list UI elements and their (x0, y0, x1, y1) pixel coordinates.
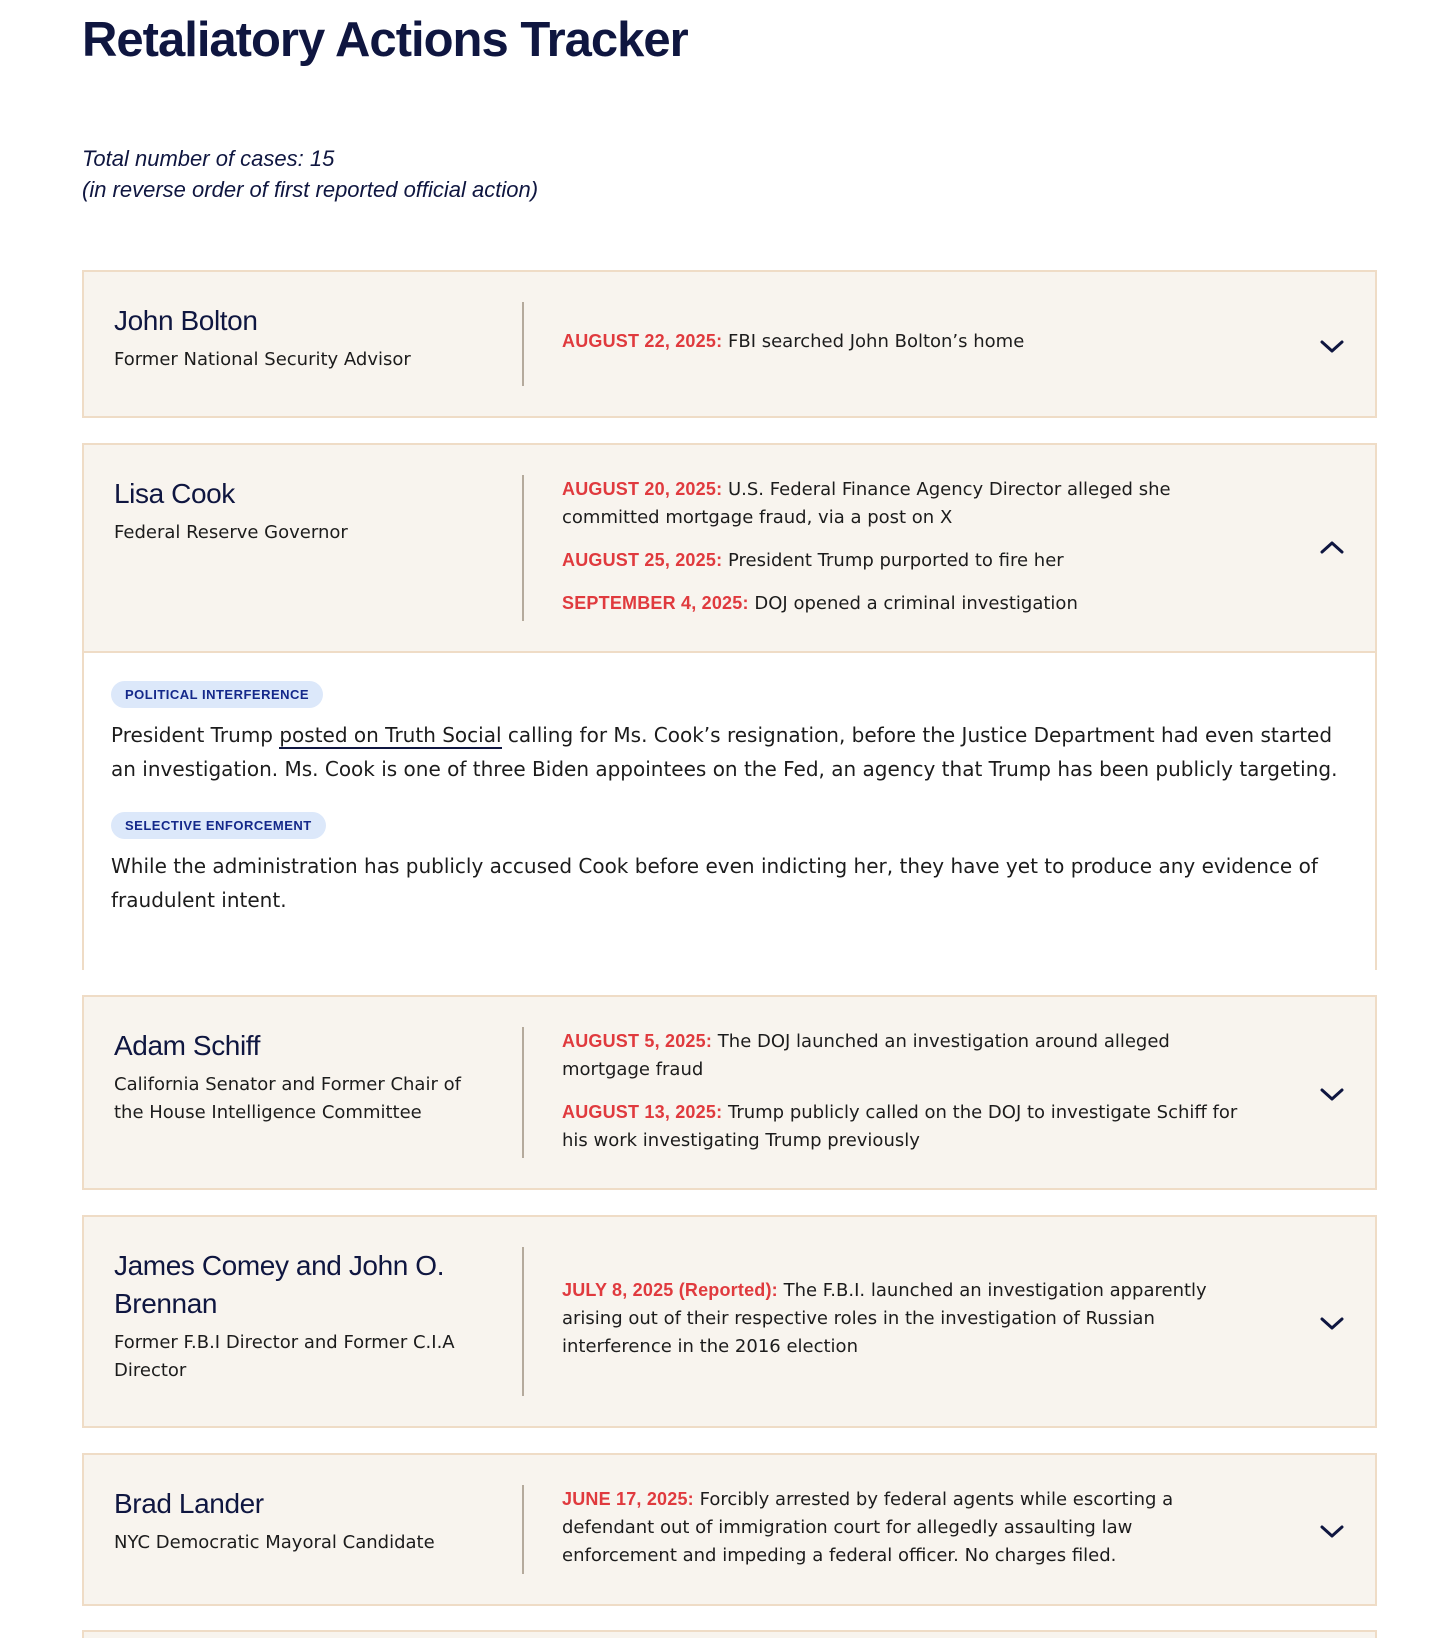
event-text: DOJ opened a criminal investigation (748, 593, 1078, 614)
event-date: AUGUST 5, 2025: (562, 1031, 713, 1051)
case-person (114, 1247, 469, 1385)
detail-block-political (111, 681, 1341, 786)
case-event (562, 475, 1252, 532)
case-event (562, 1027, 1252, 1084)
case-role: Former National Security Advisor (114, 349, 411, 370)
case-person (114, 302, 469, 374)
event-date: AUGUST 13, 2025: (562, 1102, 723, 1122)
chevron-down-icon[interactable] (1317, 1521, 1347, 1541)
chevron-down-icon[interactable] (1317, 1313, 1347, 1333)
case-person (114, 475, 469, 547)
event-text: U.S. Federal Finance Agency Director alleged she committed mortgage fraud, via a post on X (562, 479, 1171, 528)
event-text: Forcibly arrested by federal agents while escorting a defendant out of immigration court for allegedly assaulting law enforcement and impeding a federal officer. No charges filed. (562, 1489, 1174, 1566)
event-date: AUGUST 22, 2025: (562, 331, 723, 351)
case-event (562, 1098, 1252, 1155)
case-event (562, 327, 1252, 356)
event-date: SEPTEMBER 4, 2025: (562, 593, 749, 613)
case-card-bolton[interactable] (82, 270, 1377, 418)
card-divider (522, 475, 524, 621)
category-tag: SELECTIVE ENFORCEMENT (111, 812, 326, 839)
case-events (562, 1485, 1252, 1570)
event-text: President Trump purported to fire her (722, 550, 1064, 571)
chevron-up-icon[interactable] (1317, 537, 1347, 557)
detail-paragraph (111, 718, 1341, 786)
detail-text: calling for Ms. Cook’s resignation, before the Justice Department had even started an investigation. Ms. Cook is one of three Biden appointees on the Fed, an agency that Trump has been publicly targeting. (111, 723, 1338, 781)
chevron-down-icon[interactable] (1317, 1084, 1347, 1104)
case-name: Adam Schiff (114, 1030, 261, 1061)
event-date: AUGUST 20, 2025: (562, 479, 723, 499)
detail-text: President Trump (111, 723, 280, 747)
event-text: Trump publicly called on the DOJ to investigate Schiff for his work investigating Trump previously (562, 1102, 1238, 1151)
page-title: Retaliatory Actions Tracker (82, 13, 688, 67)
case-card-schiff[interactable] (82, 995, 1377, 1190)
case-event (562, 1485, 1252, 1570)
case-card-comey-brennan[interactable] (82, 1215, 1377, 1428)
case-name: Lisa Cook (114, 478, 235, 509)
case-summary (82, 143, 538, 205)
card-divider (522, 1247, 524, 1396)
case-name: James Comey and John O. Brennan (114, 1250, 445, 1319)
case-role: Federal Reserve Governor (114, 522, 348, 543)
order-note: (in reverse order of first reported official action) (82, 177, 539, 202)
event-date: JULY 8, 2025 (Reported): (562, 1280, 778, 1300)
category-tag: POLITICAL INTERFERENCE (111, 681, 323, 708)
case-event (562, 589, 1252, 618)
case-person (114, 1027, 469, 1127)
case-event (562, 546, 1252, 575)
event-text: The DOJ launched an investigation around alleged mortgage fraud (562, 1031, 1170, 1080)
truth-social-link[interactable]: posted on Truth Social (279, 723, 502, 747)
total-cases-label: Total number of cases: 15 (82, 146, 335, 171)
card-divider (522, 1485, 524, 1574)
case-name: Brad Lander (114, 1488, 264, 1519)
case-card-next[interactable] (82, 1630, 1377, 1638)
detail-paragraph: While the administration has publicly accused Cook before even indicting her, they have yet to produce any evidence of fraudulent intent. (111, 854, 1318, 912)
case-events (562, 1276, 1252, 1361)
chevron-down-icon[interactable] (1317, 336, 1347, 356)
case-details (84, 651, 1375, 972)
case-events (562, 475, 1252, 618)
case-card-cook[interactable] (82, 443, 1377, 970)
card-divider (522, 302, 524, 386)
case-role: NYC Democratic Mayoral Candidate (114, 1532, 435, 1553)
case-role: Former F.B.I Director and Former C.I.A Director (114, 1332, 455, 1381)
case-events (562, 1027, 1252, 1155)
case-person (114, 1485, 469, 1557)
case-card-lander[interactable] (82, 1453, 1377, 1606)
card-divider (522, 1027, 524, 1158)
event-date: JUNE 17, 2025: (562, 1489, 694, 1509)
detail-block-selective (111, 812, 1341, 917)
case-role: California Senator and Former Chair of the House Intelligence Committee (114, 1074, 461, 1123)
case-name: John Bolton (114, 305, 258, 336)
event-date: AUGUST 25, 2025: (562, 550, 723, 570)
case-events (562, 327, 1252, 356)
case-event (562, 1276, 1252, 1361)
event-text: The F.B.I. launched an investigation apparently arising out of their respective roles in the investigation of Russian interference in the 2016 election (562, 1280, 1207, 1357)
event-text: FBI searched John Bolton’s home (722, 331, 1025, 352)
